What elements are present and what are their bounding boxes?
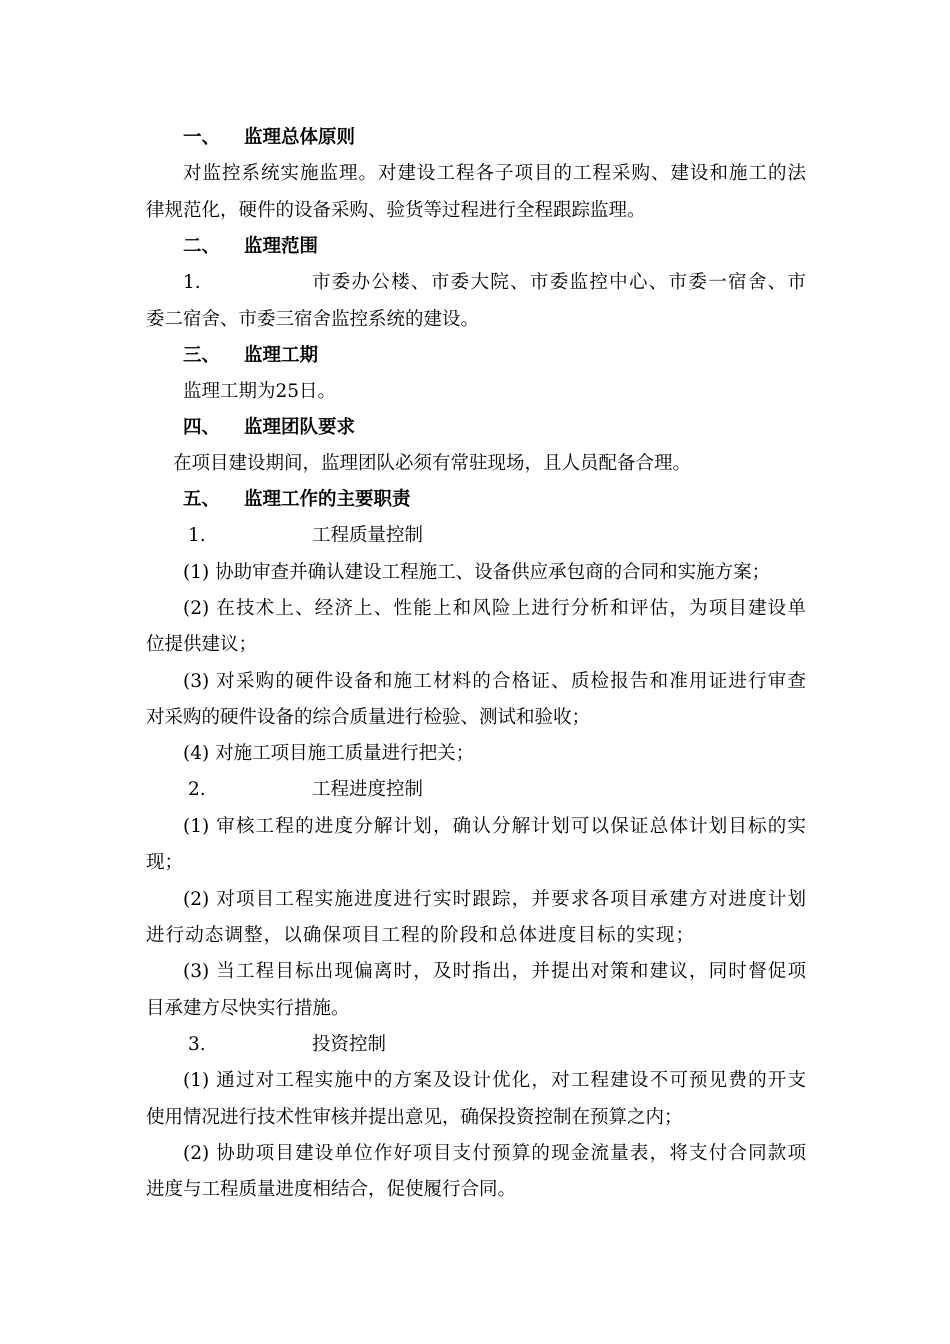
subsection-1-title: 工程质量控制 (312, 525, 424, 546)
subsection-3-number: 3. (188, 1034, 206, 1055)
list-item-continued: 进度与工程质量进度相结合，促使履行合同。 (146, 1179, 517, 1200)
section-5-title: 监理工作的主要职责 (244, 489, 411, 510)
list-item: (2) 对项目工程实施进度进行实时跟踪，并要求各项目承建方对进度计划 (183, 889, 806, 910)
paragraph-line: 对监控系统实施监理。对建设工程各子项目的工程采购、建设和施工的法 (183, 163, 806, 184)
section-2-number: 二、 (183, 236, 221, 257)
section-1-number: 一、 (183, 127, 221, 148)
paragraph-line: 监理工期为25日。 (183, 381, 337, 402)
list-item: (1) 协助审查并确认建设工程施工、设备供应承包商的合同和实施方案； (183, 562, 771, 583)
section-2-heading (183, 235, 319, 259)
section-3-title: 监理工期 (244, 345, 319, 366)
paragraph-line: 律规范化，硬件的设备采购、验货等过程进行全程跟踪监理。 (146, 200, 646, 221)
section-1-heading (183, 126, 356, 150)
paragraph-line: 在项目建设期间，监理团队必须有常驻现场，且人员配备合理。 (173, 453, 692, 474)
section-1-title: 监理总体原则 (244, 127, 356, 148)
list-item-text-continued: 委二宿舍、市委三宿舍监控系统的建设。 (146, 309, 480, 330)
list-item-continued: 现； (146, 852, 184, 873)
list-item-continued: 目承建方尽快实行措施。 (146, 998, 350, 1019)
list-item: (3) 当工程目标出现偏离时，及时指出，并提出对策和建议，同时督促项 (183, 961, 806, 982)
list-item-continued: 进行动态调整，以确保项目工程的阶段和总体进度目标的实现； (146, 925, 694, 946)
section-3-heading (183, 344, 319, 368)
section-3-number: 三、 (183, 345, 221, 366)
list-item-continued: 对采购的硬件设备的综合质量进行检验、测试和验收； (146, 707, 591, 728)
list-item-text: 市委办公楼、市委大院、市委监控中心、市委一宿舍、市 (312, 272, 806, 293)
section-4-title: 监理团队要求 (244, 417, 356, 438)
subsection-1-number: 1. (188, 525, 206, 546)
list-item-continued: 位提供建议； (146, 634, 258, 655)
section-4-number: 四、 (183, 417, 221, 438)
list-item: (1) 通过对工程实施中的方案及设计优化，对工程建设不可预见费的开支 (183, 1070, 806, 1091)
list-item: (4) 对施工项目施工质量进行把关； (183, 743, 475, 764)
list-item: (2) 协助项目建设单位作好项目支付预算的现金流量表，将支付合同款项 (183, 1143, 806, 1164)
section-2-title: 监理范围 (244, 236, 319, 257)
list-item-continued: 使用情况进行技术性审核并提出意见，确保投资控制在预算之内； (146, 1107, 683, 1128)
list-item-number: 1. (183, 272, 201, 293)
list-item: (3) 对采购的硬件设备和施工材料的合格证、质检报告和准用证进行审查 (183, 671, 806, 692)
section-5-number: 五、 (183, 489, 221, 510)
section-5-heading (183, 488, 411, 512)
section-4-heading (183, 416, 356, 440)
list-item: (2) 在技术上、经济上、性能上和风险上进行分析和评估，为项目建设单 (183, 598, 806, 619)
list-item: (1) 审核工程的进度分解计划，确认分解计划可以保证总体计划目标的实 (183, 816, 806, 837)
subsection-2-number: 2. (188, 779, 206, 800)
subsection-3-title: 投资控制 (312, 1034, 387, 1055)
subsection-2-title: 工程进度控制 (312, 779, 424, 800)
